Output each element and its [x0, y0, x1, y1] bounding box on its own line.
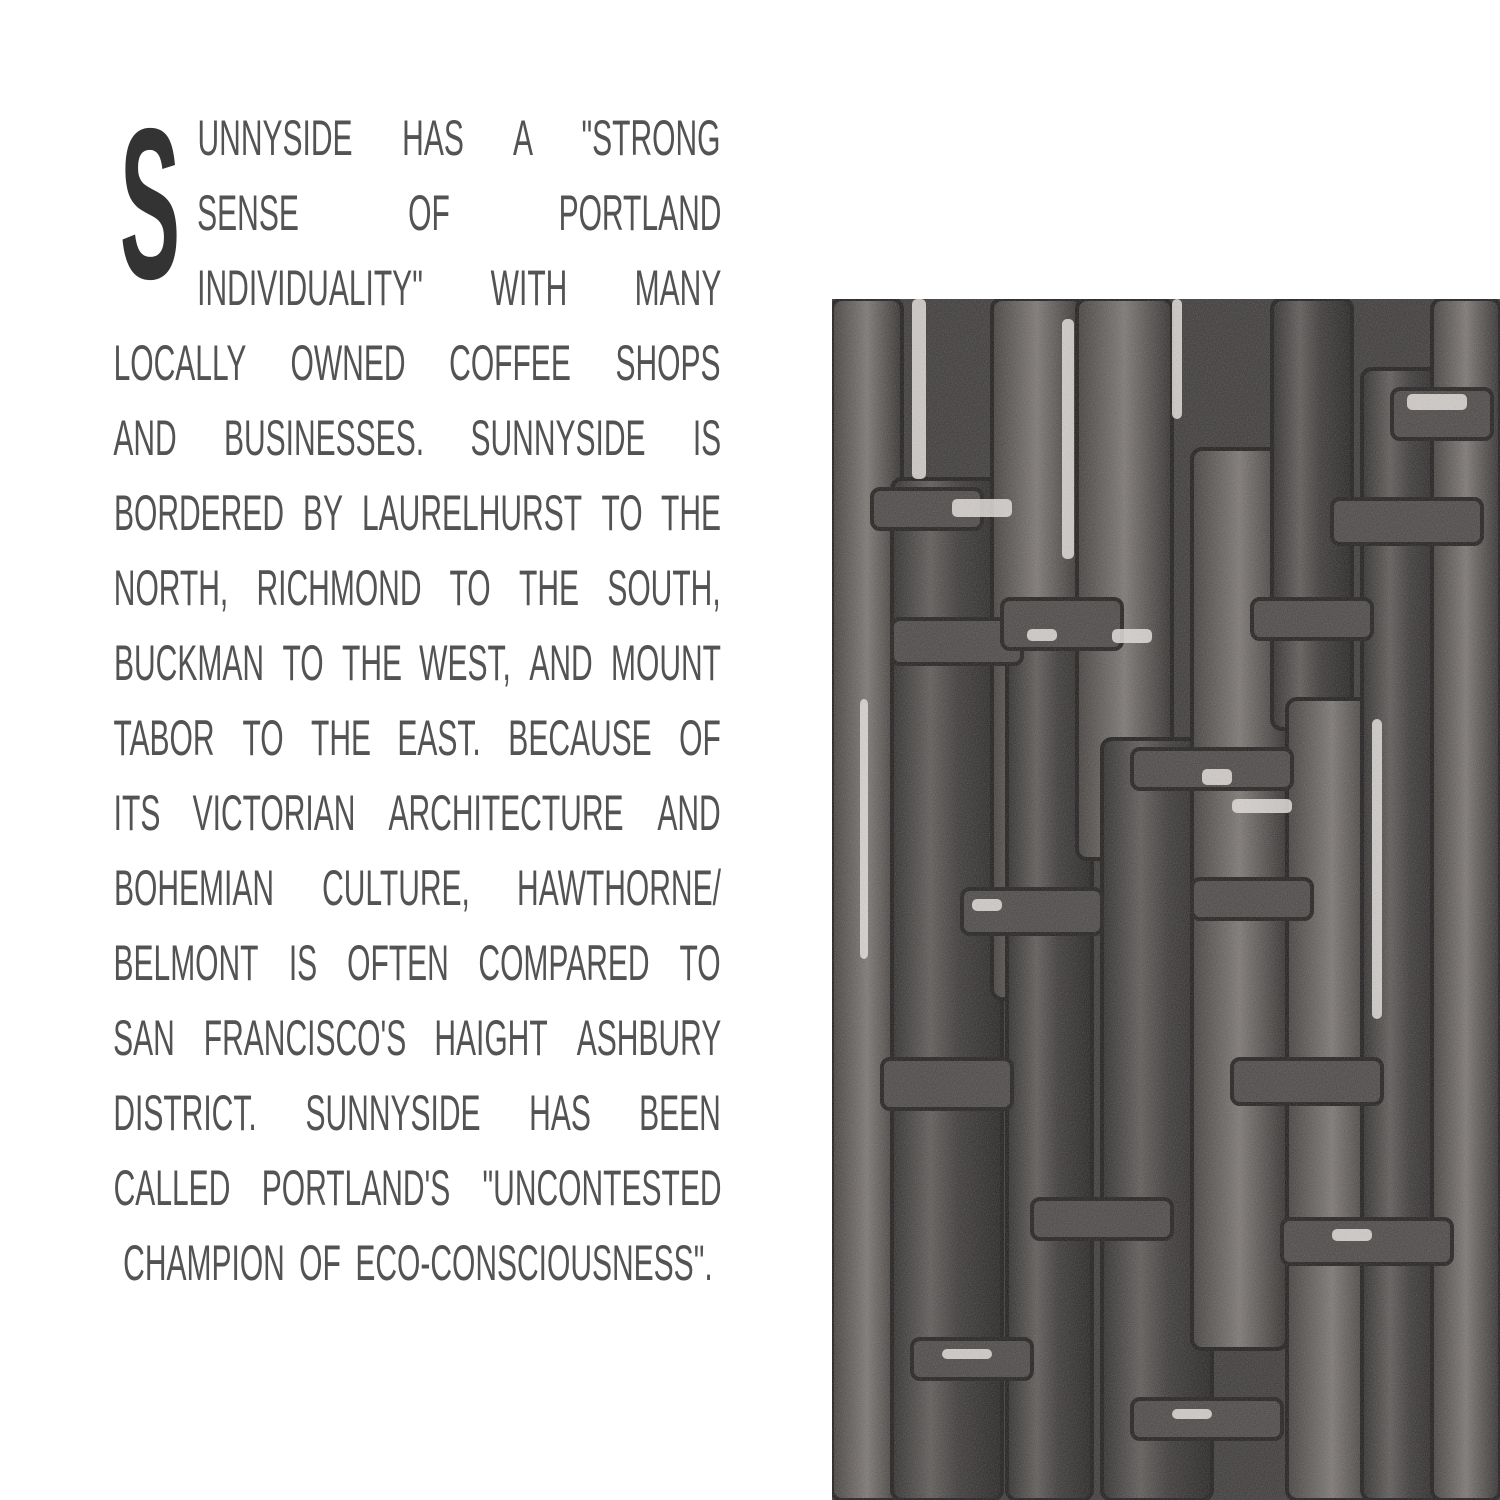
word-text: BORDERED	[113, 485, 284, 541]
word-text: AND	[113, 410, 177, 466]
paragraph-word	[558, 183, 721, 243]
word-text: BELMONT	[113, 935, 259, 991]
paragraph-word	[601, 483, 643, 543]
paragraph-word	[449, 558, 491, 618]
sculpture-photo	[832, 299, 1500, 1500]
word-text: COMPARED	[478, 935, 650, 991]
paragraph-word	[256, 558, 421, 618]
paragraph-word	[113, 1008, 175, 1068]
word-text: OWNED	[290, 335, 405, 391]
paragraph-line	[113, 708, 721, 768]
word-text: UNNYSIDE	[197, 110, 353, 166]
paragraph-word	[482, 1158, 721, 1218]
word-text: LAURELHURST	[361, 485, 583, 541]
drop-cap-glyph	[113, 108, 187, 308]
paragraph-word	[197, 183, 299, 243]
paragraph-word	[113, 633, 264, 693]
paragraph-word	[639, 1083, 721, 1143]
paragraph-word	[302, 483, 343, 543]
word-text: OF	[679, 710, 721, 766]
paragraph-word	[529, 1083, 591, 1143]
paragraph-line	[113, 1008, 721, 1068]
paragraph-word	[193, 783, 356, 843]
word-text: "STRONG	[581, 110, 721, 166]
word-text: "UNCONTESTED	[482, 1160, 721, 1216]
paragraph-line	[113, 783, 721, 843]
paragraph-word	[388, 783, 624, 843]
word-text: SUNNYSIDE	[305, 1085, 481, 1141]
paragraph-word	[347, 933, 449, 993]
paragraph-line	[197, 258, 721, 318]
paragraph-word	[611, 633, 721, 693]
word-text: CULTURE,	[321, 860, 470, 916]
paragraph-word	[529, 633, 593, 693]
word-text: IS	[692, 410, 721, 466]
paragraph-line	[113, 1158, 721, 1218]
paragraph-word	[679, 933, 721, 993]
paragraph-word	[197, 108, 353, 168]
paragraph-word	[342, 633, 402, 693]
word-text: BEEN	[639, 1085, 721, 1141]
word-text: HAWTHORNE/	[517, 860, 721, 916]
paragraph-word	[262, 1158, 451, 1218]
word-text: LOCALLY	[113, 335, 246, 391]
paragraph-line	[113, 858, 721, 918]
word-text: SHOPS	[615, 335, 721, 391]
photo-grain	[832, 299, 1500, 1500]
word-text: THE	[310, 710, 371, 766]
word-text: BOHEMIAN	[113, 860, 274, 916]
word-text: AND	[529, 635, 593, 691]
word-text: CHAMPION	[123, 1235, 285, 1291]
word-text: SUNNYSIDE	[470, 410, 646, 466]
word-text: SENSE	[197, 185, 299, 241]
word-text: HAS	[529, 1085, 591, 1141]
paragraph-word	[679, 708, 721, 768]
paragraph-word	[113, 858, 274, 918]
paragraph-line	[123, 1233, 721, 1293]
paragraph-line	[113, 558, 721, 618]
paragraph-word	[508, 708, 652, 768]
paragraph-word	[449, 333, 571, 393]
paragraph-word	[311, 708, 371, 768]
paragraph-word	[490, 258, 567, 318]
paragraph-line	[113, 1083, 721, 1143]
word-text: ECO-CONSCIOUSNESS".	[355, 1235, 713, 1291]
paragraph-word	[582, 108, 721, 168]
word-text: TO	[679, 935, 721, 991]
paragraph-word	[419, 633, 511, 693]
word-text: BECAUSE	[508, 710, 652, 766]
word-text: EAST.	[397, 710, 482, 766]
paragraph-line	[113, 633, 721, 693]
paragraph-word	[113, 408, 177, 468]
paragraph-word	[113, 1083, 257, 1143]
word-text: TO	[449, 560, 491, 616]
word-text: SAN	[113, 1010, 175, 1066]
word-text: MANY	[634, 260, 721, 316]
word-text: TABOR	[113, 710, 215, 766]
paragraph-word	[113, 483, 284, 543]
paragraph-word	[197, 258, 423, 318]
word-text: FRANCISCO'S	[203, 1010, 406, 1066]
paragraph-word	[470, 408, 646, 468]
paragraph-line	[197, 183, 721, 243]
word-text: INDIVIDUALITY"	[197, 260, 423, 316]
paragraph-word	[402, 108, 464, 168]
paragraph-word	[113, 1158, 230, 1218]
word-text: ASHBURY	[576, 1010, 721, 1066]
word-text: BY	[302, 485, 343, 541]
word-text: AND	[657, 785, 721, 841]
paragraph-word	[519, 558, 579, 618]
paragraph-word	[576, 1008, 721, 1068]
word-text: VICTORIAN	[192, 785, 356, 841]
word-text: ARCHITECTURE	[388, 785, 624, 841]
word-text: A	[512, 110, 533, 166]
paragraph-word	[290, 333, 405, 393]
word-text: MOUNT	[610, 635, 721, 691]
paragraph-word	[607, 558, 721, 618]
word-text: COFFEE	[449, 335, 571, 391]
paragraph-word	[397, 708, 481, 768]
paragraph-word	[113, 333, 246, 393]
word-text: TO	[282, 635, 324, 691]
sculpture-relief-image	[832, 299, 1500, 1500]
word-text: WEST,	[419, 635, 512, 691]
paragraph-word	[113, 558, 228, 618]
word-text: OFTEN	[346, 935, 449, 991]
paragraph-word	[657, 783, 721, 843]
word-text: TO	[601, 485, 643, 541]
paragraph-line	[113, 333, 721, 393]
paragraph-word	[692, 408, 721, 468]
word-text: THE	[519, 560, 579, 616]
word-text: RICHMOND	[256, 560, 421, 616]
paragraph-line	[197, 108, 721, 168]
paragraph-word	[203, 1008, 406, 1068]
word-text: PORTLAND'S	[261, 1160, 451, 1216]
paragraph-word	[113, 708, 215, 768]
paragraph-line	[113, 408, 721, 468]
word-text: PORTLAND	[558, 185, 721, 241]
word-text: HAIGHT	[434, 1010, 548, 1066]
paragraph-word	[362, 483, 583, 543]
article-paragraph	[113, 108, 721, 1308]
word-text: OF	[299, 1235, 341, 1291]
word-text: HAS	[401, 110, 464, 166]
paragraph-word	[512, 108, 533, 168]
paragraph-word	[299, 1233, 341, 1293]
word-text: BUCKMAN	[113, 635, 264, 691]
drop-cap-letter: S	[119, 108, 181, 308]
paragraph-word	[113, 783, 160, 843]
paragraph-line	[113, 933, 721, 993]
paragraph-line	[113, 483, 721, 543]
paragraph-word	[434, 1008, 548, 1068]
word-text: SOUTH,	[607, 560, 721, 616]
paragraph-word	[517, 858, 721, 918]
word-text: ITS	[113, 785, 160, 841]
paragraph-word	[661, 483, 721, 543]
word-text: TO	[242, 710, 284, 766]
word-text: THE	[341, 635, 402, 691]
paragraph-word	[408, 183, 450, 243]
paragraph-word	[355, 1233, 713, 1293]
word-text: THE	[661, 485, 721, 541]
paragraph-word	[123, 1233, 285, 1293]
word-text: BUSINESSES.	[223, 410, 424, 466]
paragraph-word	[288, 933, 317, 993]
word-text: IS	[288, 935, 317, 991]
word-text: CALLED	[113, 1160, 230, 1216]
paragraph-word	[223, 408, 424, 468]
drop-cap	[113, 108, 187, 308]
paragraph-word	[322, 858, 470, 918]
paragraph-word	[615, 333, 721, 393]
word-text: DISTRICT.	[113, 1085, 257, 1141]
paragraph-word	[305, 1083, 481, 1143]
word-text: OF	[407, 185, 450, 241]
word-text: NORTH,	[113, 560, 228, 616]
paragraph-word	[242, 708, 284, 768]
word-text: WITH	[490, 260, 567, 316]
paragraph-word	[478, 933, 650, 993]
paragraph-word	[282, 633, 324, 693]
paragraph-word	[113, 933, 259, 993]
paragraph-word	[634, 258, 721, 318]
